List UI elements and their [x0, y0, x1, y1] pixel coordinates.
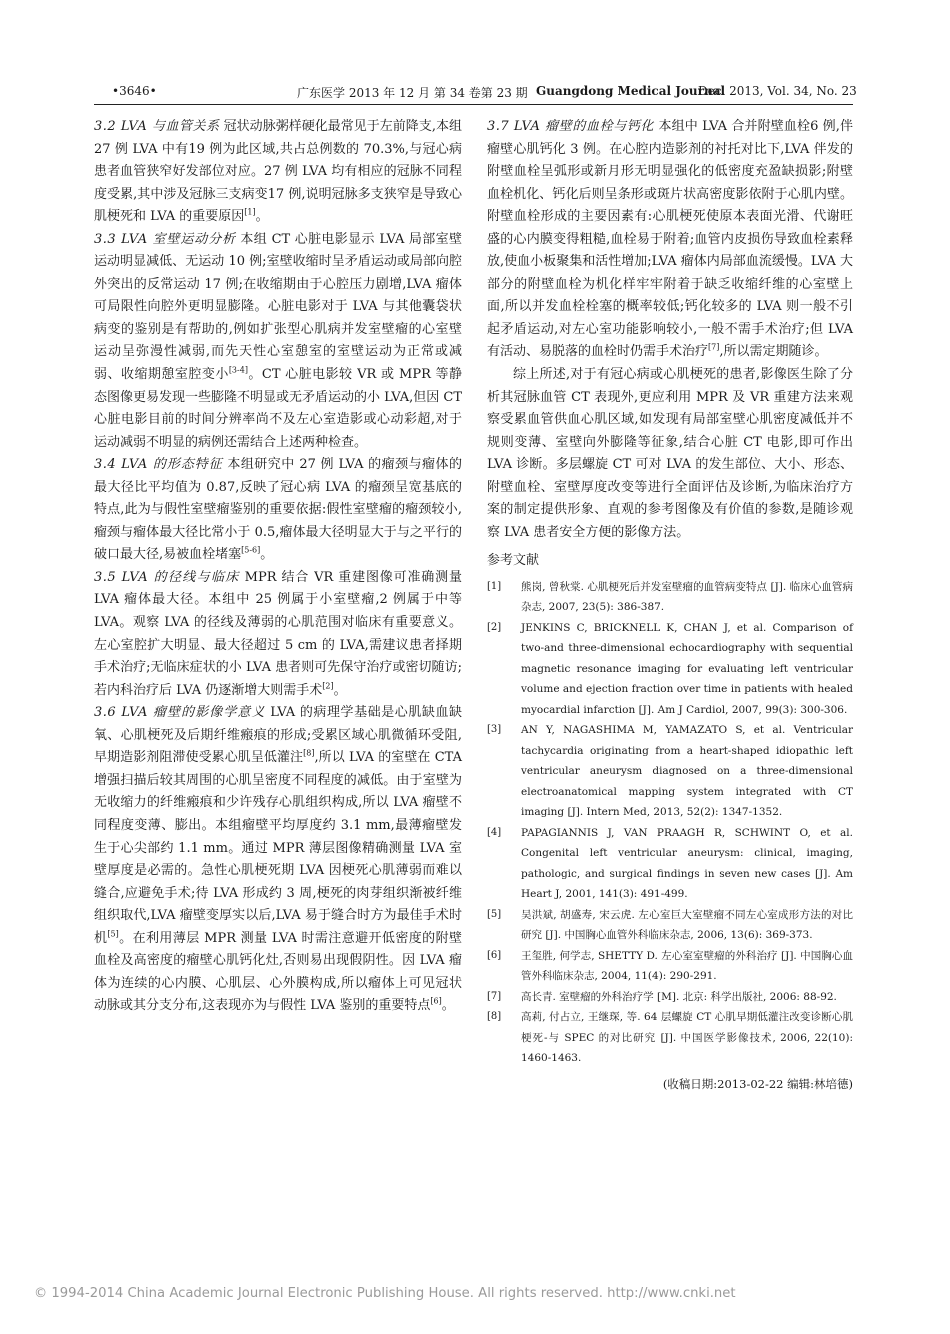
reference-number: [8] [487, 1011, 502, 1023]
reference-item [487, 720, 853, 823]
citation: [3-4] [228, 365, 248, 375]
received-date: (收稿日期:2013-02-22 编辑:林培德) [662, 1076, 853, 1091]
reference-number: [5] [487, 908, 502, 920]
section-3-6-title: 3.6 LVA 瘤壁的影像学意义 [94, 705, 266, 721]
header-rule [94, 104, 853, 105]
reference-item [487, 823, 853, 905]
reference-text: 吴洪斌, 胡盛寿, 宋云虎. 左心室巨大室壁瘤不同左心室成形方法的对比研究 [J]. 中国胸心血管外科临床杂志, 2006, 13(6): 369-373. [521, 908, 853, 942]
reference-text: 高莉, 付占立, 王继琛, 等. 64 层螺旋 CT 心肌早期低灌注改变诊断心肌梗死-与 SPEC 的对比研究 [J]. 中国医学影像技术, 2006, 22(10): 1460-1463. [521, 1011, 853, 1065]
copyright-footer: © 1994-2014 China Academic Journal Electronic Publishing House. All rights reserved. http://www.cnki.net [34, 1286, 736, 1301]
section-3-2 [94, 116, 462, 229]
citation: [6] [430, 997, 442, 1006]
citation: [1] [244, 207, 256, 217]
section-3-7-end: ,所以需定期随诊。 [719, 344, 828, 360]
citation: [8] [303, 748, 315, 758]
summary-paragraph: 综上所述,对于有冠心病或心肌梗死的患者,影像医生除了分析其冠脉血管 CT 表现外,更应利用 MPR 及 VR 重建方法来观察受累血管供血心肌区域,如发现有局部室壁心肌密度减低并不规则变薄、室壁向外膨隆等征象,结合心脏 CT 电影,即可作出 LVA 诊断。多层螺旋 CT 可对 LVA 的发生部位、大小、形态、附壁血栓、室壁厚度改变等进行全面评估及诊断,为临床治疗方案的制定提供形象、直观的参考图像及有价值的参数,是随诊观察 LVA 患者安全方便的影像方法。 [487, 367, 853, 540]
citation: [2] [322, 681, 334, 691]
reference-number: [7] [487, 990, 502, 1002]
reference-number: [3] [487, 724, 502, 736]
right-column [487, 116, 853, 1095]
citation: [5-6] [241, 546, 261, 556]
references-heading: 参考文献 [487, 553, 540, 569]
journal-title-cn: 广东医学 2013 年 12 月 第 34 卷第 23 期 [297, 86, 528, 100]
reference-text: 王玺胜, 何学志, SHETTY D. 左心室室壁瘤的外科治疗 [J]. 中国胸心血管外科临床杂志, 2004, 11(4): 290-291. [521, 949, 853, 983]
section-3-7-text: 本组中 LVA 合并附壁血栓6 例,伴瘤壁心肌钙化 3 例。在心腔内造影剂的衬托对比下,LVA 伴发的附壁血栓呈弧形或新月形无明显强化的低密度充盈缺损影;附壁血栓机化、钙化后则呈条形或斑片状高密度影依附于心肌内壁。附壁血栓形成的主要因素有:心肌梗死使原本表面光滑、代谢旺盛的心内膜变得粗糙,血栓易于附着;血管内皮损伤导致血栓素释放,使血小板聚集和活性增加;LVA 瘤体内局部血流缓慢。LVA 大部分的附壁血栓为机化样牢牢附着于缺乏收缩纤维的心室壁上面,所以并发血栓栓塞的概率较低;钙化较多的 LVA 则一般不引起矛盾运动,对左心室功能影响较小,一般不需手术治疗;但 LVA 有活动、易脱落的血栓时仍需手术治疗 [487, 119, 853, 360]
section-3-2-text: 冠状动脉粥样硬化最常见于左前降支,本组27 例 LVA 中有19 例为此区域,共占总例数的 70.3%,与冠心病患者血管狭窄好发部位对应。27 例 LVA 均有相应的冠脉不同程度受累,其中涉及冠脉三支病变17 例,说明冠脉多支狭窄是导致心肌梗死和 LVA 的重要原因 [94, 119, 462, 225]
reference-item [487, 577, 853, 618]
reference-item [487, 905, 853, 946]
section-3-4 [94, 454, 462, 567]
reference-text: 熊岗, 曾秋棠. 心肌梗死后并发室壁瘤的血管病变特点 [J]. 临床心血管病杂志, 2007, 23(5): 386-387. [521, 580, 853, 614]
reference-text: JENKINS C, BRICKNELL K, CHAN J, et al. Comparison of two-and three-dimensional echocardiography with sequential magnetic resonance imaging for evaluating left ventricular volume and ejection fraction over time in patients with healed myocardial infarction [J]. Am J Cardiol, 2007, 99(3): 300-306. [521, 621, 853, 716]
reference-number: [1] [487, 580, 502, 592]
section-3-2-end: 。 [255, 209, 269, 225]
section-3-3-text: 本组 CT 心脏电影显示 LVA 局部室壁运动明显减低、无运动 10 例;室壁收缩时呈矛盾运动或局部向腔外突出的反常运动 17 例;在收缩期由于心腔压力剧增,LVA 瘤体可局限性向腔外更明显膨隆。心脏电影对于 LVA 与其他囊袋状病变的鉴别是有帮助的,例如扩张型心肌病并发室壁瘤的心室壁运动呈弥漫性减弱,而先天性心室憩室的室壁运动为正常或减弱、收缩期憩室腔变小 [94, 231, 462, 383]
citation: [7] [708, 343, 720, 353]
reference-number: [2] [487, 621, 502, 633]
reference-text: PAPAGIANNIS J, VAN PRAAGH R, SCHWINT O, et al. Congenital left ventricular aneurysm: clinical, imaging, pathologic, and surgical findings in seven new cases [J]. Am Heart J, 2001, 141(3): 491-499. [521, 826, 853, 901]
reference-number: [4] [487, 826, 502, 838]
reference-text: 高长青. 室壁瘤的外科治疗学 [M]. 北京: 科学出版社, 2006: 88-92. [521, 990, 837, 1003]
section-3-5 [94, 567, 462, 702]
section-3-5-title: 3.5 LVA 的径线与临床 [94, 569, 240, 585]
section-3-5-text: MPR 结合 VR 重建图像可准确测量 LVA 瘤体最大径。本组中 25 例属于小室壁瘤,2 例属于中等 LVA。观察 LVA 的径线及薄弱的心肌范围对临床有重要意义。左心室腔扩大明显、最大径超过 5 cm 的 LVA,需建议患者择期手术治疗;无临床症状的小 LVA 患者则可先保守治疗或密切随访;若内科治疗后 LVA 仍逐渐增大则需手术 [94, 569, 462, 698]
section-3-4-end: 。 [260, 547, 274, 563]
section-3-6-text: LVA 的病理学基础是心肌缺血缺氧、心肌梗死及后期纤维瘢痕的形成;受累区域心肌微循环受阻,早期造影剂阻滞使受累心肌呈低灌注 [94, 705, 462, 766]
section-3-3 [94, 229, 462, 454]
section-3-7 [487, 116, 853, 364]
reference-item [487, 987, 853, 1008]
reference-number: [6] [487, 949, 502, 961]
citation: [5] [107, 929, 119, 939]
reference-item [487, 946, 853, 987]
section-3-6-text-2: ,所以 LVA 的室壁在 CTA 增强扫描后较其周围的心肌呈密度不同程度的减低。由于室壁为无收缩力的纤维瘢痕和少许残存心肌组织构成,所以 LVA 瘤壁不同程度变薄、膨出。本组瘤壁平均厚度约 3.1 mm,最薄瘤壁发生于心尖部约 1.1 mm。通过 MPR 薄层图像精确测量 LVA 室壁厚度是必需的。急性心肌梗死期 LVA 因梗死心肌薄弱而难以缝合,应避免手术;待 LVA 形成约 3 周,梗死的肉芽组织渐被纤维组织取代,LVA 瘤壁变厚实以后,LVA 易于缝合时方为最佳手术时机 [94, 750, 462, 946]
section-3-3-title: 3.3 LVA 室壁运动分析 [94, 231, 236, 247]
section-3-6-text-3: 。在利用薄层 MPR 测量 LVA 时需注意避开低密度的附壁血栓及高密度的瘤壁心肌钙化灶,否则易出现假阴性。因 LVA 瘤体为连续的心内膜、心肌层、心外膜构成,所以瘤体上可见冠状动脉或其分支分布,这表现亦为与假性 LVA 鉴别的重要特点 [94, 930, 462, 1014]
left-column [94, 116, 462, 1018]
section-3-4-text: 本组研究中 27 例 LVA 的瘤颈与瘤体的最大径比平均值为 0.87,反映了冠心病 LVA 的瘤颈呈宽基底的特点,此为与假性室壁瘤鉴别的重要依据:假性室壁瘤的瘤颈较小,瘤颈与瘤体最大径比常小于 0.5,瘤体最大径明显大于与之平行的破口最大径,易被血栓堵塞 [94, 457, 462, 563]
journal-issue-en: Dec. 2013, Vol. 34, No. 23 [698, 84, 857, 98]
section-3-6 [94, 702, 462, 1018]
section-3-4-title: 3.4 LVA 的形态特征 [94, 457, 223, 473]
section-3-5-end: 。 [333, 682, 347, 698]
reference-item [487, 1007, 853, 1069]
journal-title-en: Guangdong Medical Journal [536, 84, 726, 98]
section-3-6-end: 。 [441, 998, 455, 1014]
section-3-7-title: 3.7 LVA 瘤壁的血栓与钙化 [487, 119, 655, 134]
section-3-2-title: 3.2 LVA 与血管关系 [94, 119, 220, 134]
reference-text: AN Y, NAGASHIMA M, YAMAZATO S, et al. Ventricular tachycardia originating from a heart-shaped idiopathic left ventricular aneurysm diagnosed on a three-dimensional electroanatomical mapping system integrated with CT imaging [J]. Intern Med, 2013, 52(2): 1347-1352. [521, 724, 853, 819]
reference-list [487, 577, 853, 1069]
reference-item [487, 618, 853, 721]
section-3-3-text-2: 。CT 心脏电影较 VR 或 MPR 等静态图像更易发现一些膨隆不明显或无矛盾运动的小 LVA,但因 CT 心脏电影目前的时间分辨率尚不及左心室造影或心动彩超,对于运动减弱不明显的病例还需结合上述两种检查。 [94, 367, 462, 450]
page-number: •3646• [112, 84, 157, 98]
